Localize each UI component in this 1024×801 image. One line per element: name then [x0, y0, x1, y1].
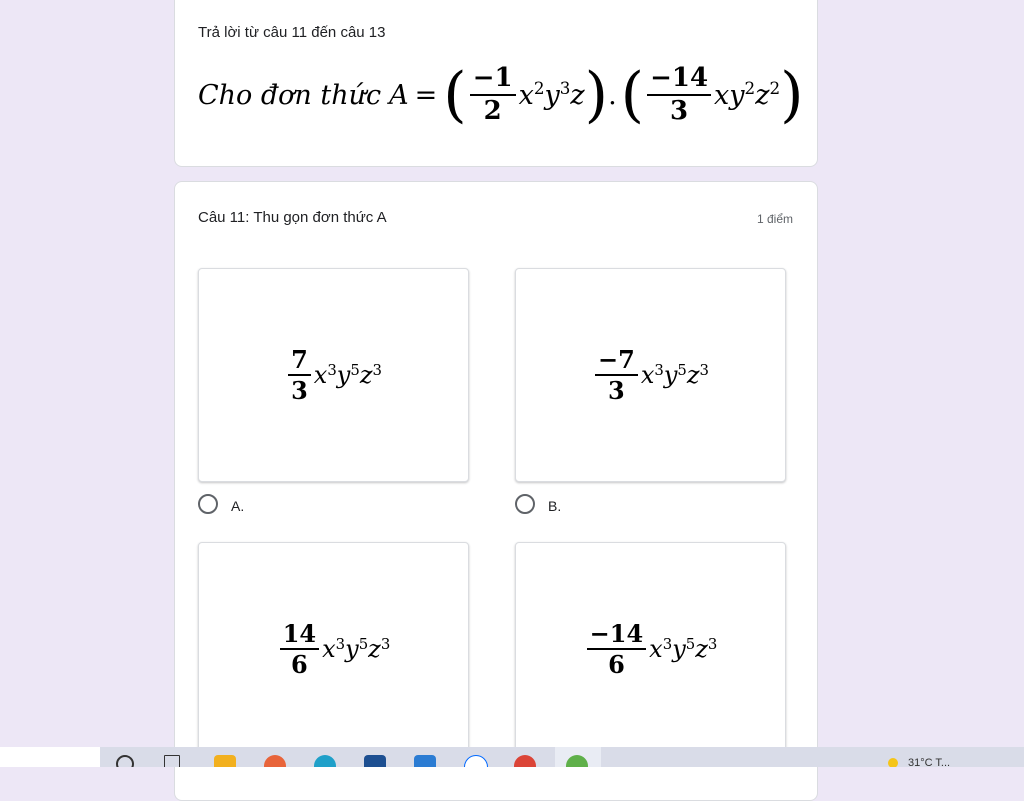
- chrome-icon[interactable]: [514, 755, 536, 767]
- task-view-icon[interactable]: [164, 755, 180, 767]
- fraction-numerator: −14: [587, 621, 647, 650]
- fraction-numerator: −14: [647, 65, 711, 96]
- fraction-numerator: −1: [470, 65, 516, 96]
- fraction-numerator: 7: [288, 347, 311, 376]
- option-c-image[interactable]: [198, 542, 469, 756]
- formula-monomial-1: $x^2y^3z$: [518, 78, 585, 111]
- app-icon[interactable]: [414, 755, 436, 767]
- option-monomial: $x^3y^5z^3$: [640, 360, 709, 389]
- fraction-denominator: 6: [608, 650, 625, 679]
- option-a-label[interactable]: A.: [231, 498, 245, 514]
- option-monomial: $x^3y^5z^3$: [649, 634, 718, 663]
- zalo-icon[interactable]: [464, 755, 488, 767]
- option-a-image[interactable]: [198, 268, 469, 482]
- section-description: Trả lời từ câu 11 đến câu 13: [198, 24, 386, 41]
- fraction-denominator: 3: [291, 376, 308, 405]
- question-title: Câu 11: Thu gọn đơn thức A: [198, 209, 387, 226]
- search-icon[interactable]: [116, 755, 134, 767]
- taskbar-search-area[interactable]: [0, 747, 100, 767]
- formula-fraction-1: [470, 62, 516, 126]
- photos-app-icon[interactable]: [264, 755, 286, 767]
- fraction-denominator: 3: [608, 376, 625, 405]
- option-fraction: [595, 344, 638, 405]
- right-paren: ): [780, 60, 804, 130]
- fraction-numerator: −7: [595, 347, 638, 376]
- left-paren: (: [620, 60, 645, 130]
- weather-text[interactable]: 31°C T...: [908, 757, 951, 767]
- edge-browser-icon[interactable]: [314, 755, 336, 767]
- weather-icon[interactable]: [888, 758, 898, 767]
- option-b-label[interactable]: B.: [548, 498, 562, 514]
- fraction-denominator: 3: [670, 96, 689, 126]
- option-a-radio[interactable]: [198, 494, 218, 514]
- question-card: [174, 181, 818, 801]
- store-icon[interactable]: [364, 755, 386, 767]
- option-fraction: [280, 618, 319, 679]
- fraction-numerator: 14: [280, 621, 319, 650]
- fraction-denominator: 6: [291, 650, 308, 679]
- left-paren: (: [443, 60, 467, 130]
- option-b-radio[interactable]: [515, 494, 535, 514]
- option-b-image[interactable]: [515, 268, 786, 482]
- formula-equals: =: [414, 79, 438, 111]
- file-explorer-icon[interactable]: [214, 755, 236, 767]
- fraction-denominator: 2: [483, 96, 502, 126]
- option-d-image[interactable]: [515, 542, 786, 756]
- formula-dot: .: [608, 79, 617, 111]
- right-paren: ): [584, 60, 609, 130]
- taskbar: [0, 747, 1024, 767]
- option-fraction: [587, 618, 647, 679]
- option-fraction: [288, 344, 311, 405]
- formula-variable: A: [389, 79, 409, 111]
- section-formula: [198, 55, 804, 135]
- option-monomial: $x^3y^5z^3$: [322, 634, 391, 663]
- formula-prefix: Cho đơn thức: [198, 79, 382, 111]
- formula-monomial-2: $xy^2z^2$: [714, 78, 781, 111]
- formula-fraction-2: [647, 62, 711, 126]
- section-header-card: [174, 0, 818, 167]
- question-points: 1 điểm: [756, 212, 793, 226]
- option-monomial: $x^3y^5z^3$: [313, 360, 382, 389]
